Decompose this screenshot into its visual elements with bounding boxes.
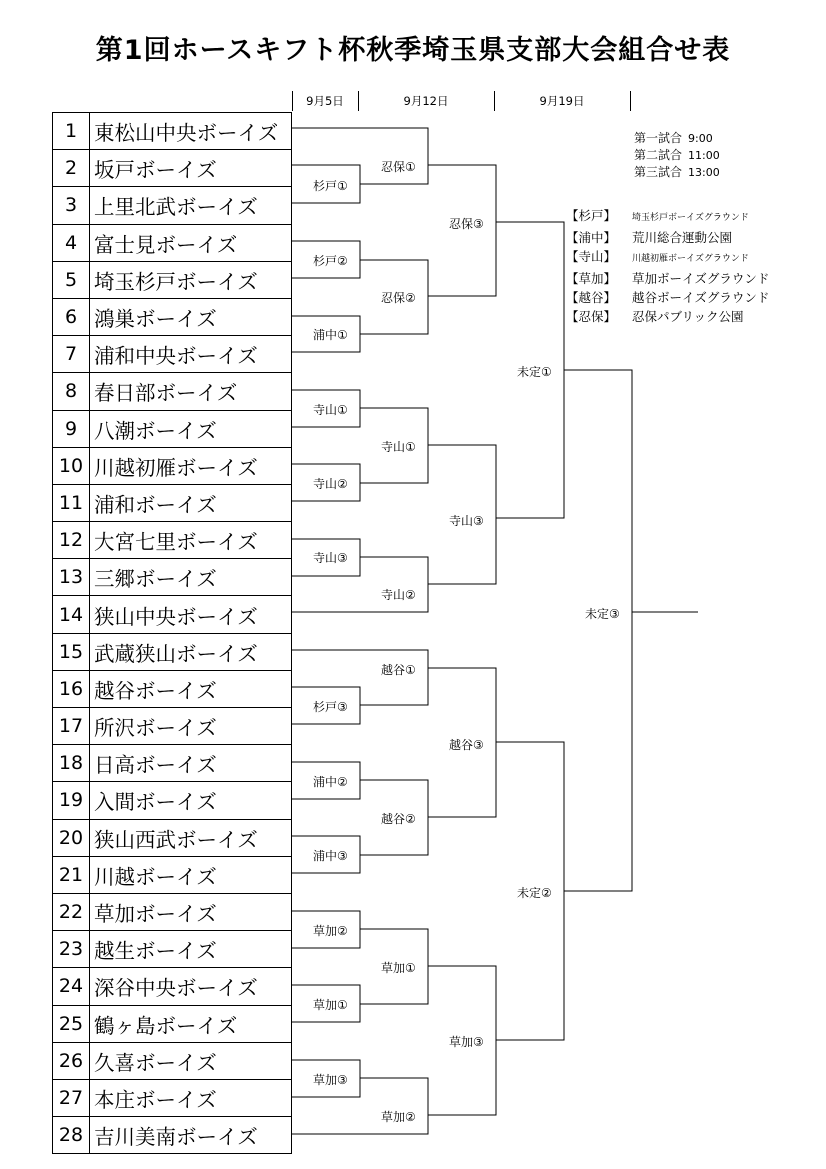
game-label: 第一試合 <box>634 131 683 145</box>
semifinal-lines <box>496 222 564 1040</box>
match-label: 寺山③ <box>313 551 348 565</box>
schedule-legend <box>634 130 720 181</box>
team-number: 20 <box>53 819 90 856</box>
match-label: 忍保③ <box>449 217 484 231</box>
team-number: 1 <box>53 113 90 150</box>
venue-code: 【寺山】 <box>566 249 617 264</box>
venue-name: 荒川総合運動公園 <box>632 230 733 245</box>
team-name: 八潮ボーイズ <box>90 410 292 447</box>
venue-row <box>566 228 769 247</box>
round-1-lines <box>292 165 360 1097</box>
team-number: 8 <box>53 373 90 410</box>
team-number: 16 <box>53 670 90 707</box>
date-round-2: 9月12日 <box>403 94 449 108</box>
schedule-row <box>634 147 720 164</box>
venue-row <box>566 269 769 288</box>
venue-row <box>566 307 769 326</box>
venue-name: 草加ボーイズグラウンド <box>632 271 770 286</box>
venue-legend <box>566 206 769 326</box>
team-number: 21 <box>53 856 90 893</box>
match-label: 草加③ <box>449 1035 484 1049</box>
team-number: 15 <box>53 633 90 670</box>
game-label: 第二試合 <box>634 148 683 162</box>
match-label: 寺山① <box>381 440 416 454</box>
match-label: 越谷② <box>381 812 416 826</box>
match-label: 越谷① <box>381 663 416 677</box>
game-time: 13:00 <box>688 166 720 179</box>
team-name: 大宮七里ボーイズ <box>90 522 292 559</box>
match-label: 草加② <box>381 1110 416 1124</box>
team-number: 12 <box>53 522 90 559</box>
match-label: 杉戸① <box>313 179 348 193</box>
team-number: 26 <box>53 1042 90 1079</box>
team-name: 狭山西武ボーイズ <box>90 819 292 856</box>
venue-code: 【忍保】 <box>566 309 617 324</box>
team-name: 久喜ボーイズ <box>90 1042 292 1079</box>
match-label: 寺山② <box>313 477 348 491</box>
team-number: 23 <box>53 931 90 968</box>
team-number: 14 <box>53 596 90 633</box>
team-number: 28 <box>53 1117 90 1154</box>
bracket-line <box>564 370 632 891</box>
team-number: 11 <box>53 484 90 521</box>
team-name: 埼玉杉戸ボーイズ <box>90 261 292 298</box>
team-name: 深谷中央ボーイズ <box>90 968 292 1005</box>
team-name: 東松山中央ボーイズ <box>90 113 292 150</box>
match-label: 寺山② <box>381 588 416 602</box>
match-label: 草加① <box>381 961 416 975</box>
team-number: 2 <box>53 150 90 187</box>
team-number: 25 <box>53 1005 90 1042</box>
match-label: 越谷③ <box>449 738 484 752</box>
match-label: 杉戸③ <box>313 700 348 714</box>
team-number: 18 <box>53 745 90 782</box>
final-lines <box>564 370 698 891</box>
venue-name: 埼玉杉戸ボーイズグラウンド <box>632 213 749 223</box>
team-name: 三郷ボーイズ <box>90 559 292 596</box>
match-label: 忍保② <box>381 291 416 305</box>
team-name: 越生ボーイズ <box>90 931 292 968</box>
team-name: 所沢ボーイズ <box>90 708 292 745</box>
venue-row <box>566 288 769 307</box>
match-label: 寺山③ <box>449 514 484 528</box>
team-number: 22 <box>53 893 90 930</box>
match-label: 草加③ <box>313 1073 348 1087</box>
venue-code: 【浦中】 <box>566 230 617 245</box>
team-name: 浦和ボーイズ <box>90 484 292 521</box>
match-label: 未定② <box>517 886 552 900</box>
team-number: 3 <box>53 187 90 224</box>
team-number: 19 <box>53 782 90 819</box>
game-label: 第三試合 <box>634 165 683 179</box>
match-label: 杉戸② <box>313 254 348 268</box>
match-label: 草加② <box>313 924 348 938</box>
round-3-lines <box>428 165 496 1115</box>
team-name: 富士見ボーイズ <box>90 224 292 261</box>
team-name: 武蔵狭山ボーイズ <box>90 633 292 670</box>
team-number: 9 <box>53 410 90 447</box>
schedule-row <box>634 164 720 181</box>
final-match-label: 未定③ <box>585 607 620 621</box>
date-round-3: 9月19日 <box>539 94 585 108</box>
team-name: 春日部ボーイズ <box>90 373 292 410</box>
match-label: 未定① <box>517 365 552 379</box>
match-label: 浦中② <box>313 775 348 789</box>
team-name: 狭山中央ボーイズ <box>90 596 292 633</box>
team-name: 日高ボーイズ <box>90 745 292 782</box>
date-round-1: 9月5日 <box>306 94 344 108</box>
game-time: 11:00 <box>688 149 720 162</box>
venue-row <box>566 206 769 228</box>
match-label: 浦中③ <box>313 849 348 863</box>
match-label: 草加① <box>313 998 348 1012</box>
team-name: 鴻巣ボーイズ <box>90 298 292 335</box>
team-name: 本庄ボーイズ <box>90 1079 292 1116</box>
match-label: 浦中① <box>313 328 348 342</box>
team-name: 鶴ヶ島ボーイズ <box>90 1005 292 1042</box>
game-time: 9:00 <box>688 132 713 145</box>
team-number: 27 <box>53 1079 90 1116</box>
venue-code: 【越谷】 <box>566 290 617 305</box>
team-number: 7 <box>53 336 90 373</box>
team-number: 5 <box>53 261 90 298</box>
team-name: 草加ボーイズ <box>90 893 292 930</box>
venue-row <box>566 247 769 269</box>
team-name: 坂戸ボーイズ <box>90 150 292 187</box>
team-name: 川越ボーイズ <box>90 856 292 893</box>
schedule-row <box>634 130 720 147</box>
team-name: 入間ボーイズ <box>90 782 292 819</box>
venue-name: 越谷ボーイズグラウンド <box>632 290 770 305</box>
venue-code: 【草加】 <box>566 271 617 286</box>
venue-name: 忍保パブリック公園 <box>632 309 744 324</box>
team-number: 24 <box>53 968 90 1005</box>
team-number: 17 <box>53 708 90 745</box>
team-name: 越谷ボーイズ <box>90 670 292 707</box>
team-name: 川越初雁ボーイズ <box>90 447 292 484</box>
venue-code: 【杉戸】 <box>566 208 617 223</box>
team-name: 上里北武ボーイズ <box>90 187 292 224</box>
team-number: 10 <box>53 447 90 484</box>
round-2-lines <box>292 128 428 1134</box>
team-number: 4 <box>53 224 90 261</box>
team-name: 浦和中央ボーイズ <box>90 336 292 373</box>
team-number: 13 <box>53 559 90 596</box>
team-number: 6 <box>53 298 90 335</box>
match-label: 寺山① <box>313 403 348 417</box>
page-title: 第1回ホースキフト杯秋季埼玉県支部大会組合せ表 <box>95 35 731 66</box>
venue-name: 川越初雁ボーイズグラウンド <box>632 254 749 264</box>
team-name: 吉川美南ボーイズ <box>90 1117 292 1154</box>
match-label: 忍保① <box>381 160 416 174</box>
